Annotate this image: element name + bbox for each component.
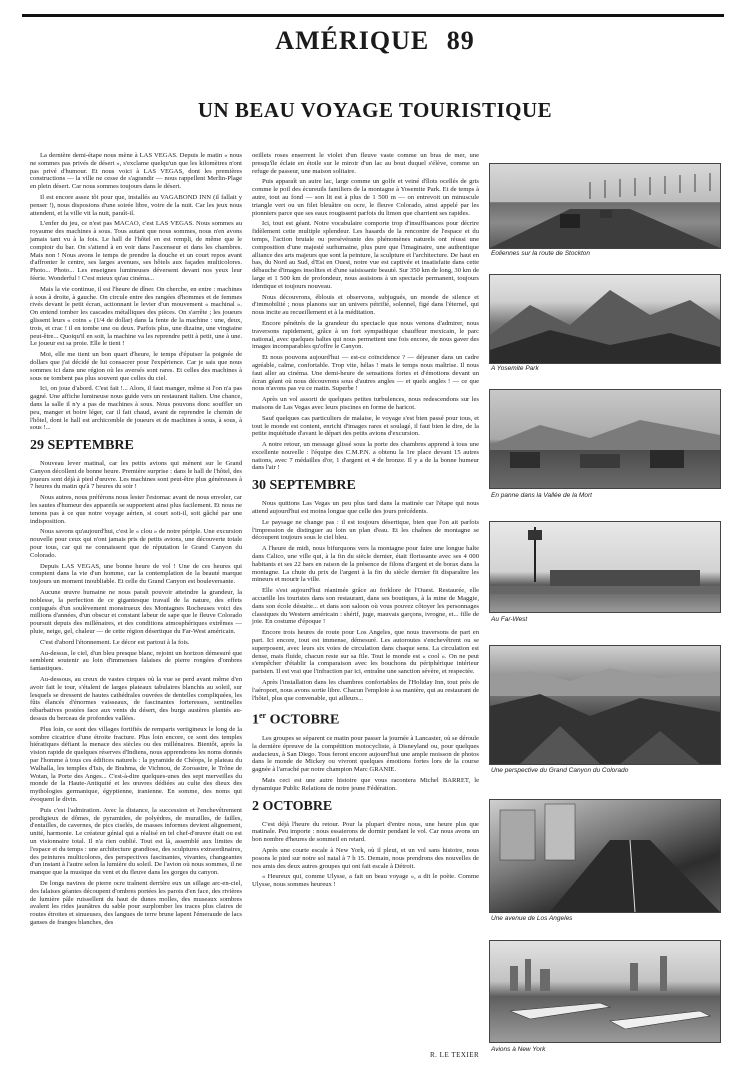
- paragraph: Les groupes se séparent ce matin pour passer la journée à Lancaster, où se déroule la dernière épreuve de la compétition motocycliste, à Disneyland ou, pour quelques audacieux, à San Diego. Tous feront encore aujourd'hui une ample moisson de photos dans le monde de Mickey ou vivront quelques émotions fortes lors de la course gagnée à l'arraché par notre champion Marc GRANIE.: [252, 735, 479, 774]
- paragraph: Puis apparaît un autre lac, large comme un golfe et veiné d'îlots ocellés de gris comme le poil des écureuils familiers de la montagne à Yosemite Park. Et de temps à autre, tout au fond — son lit est à plus de 1 500 m — on entrevoit un minuscule triangle vert ou un filet bleuâtre ou ocre, le fleuve Colorado, ainsi appelé par les pionniers parce que ses eaux rougissent parfois du limon que charrient ses rapides.: [252, 178, 479, 217]
- article-headline: UN BEAU VOYAGE TOURISTIQUE: [197, 98, 553, 122]
- photo-los-angeles-avenue: [489, 799, 721, 913]
- photo-death-valley: [489, 389, 721, 489]
- paragraph: Le paysage ne change pas : il est toujours désertique, bien que l'on ait parfois l'impression de distinguer au loin un plan d'eau. Et les chaînes de montagne se découpent toujours sous le ciel bleu.: [252, 518, 479, 542]
- paragraph: C'est déjà l'heure du retour. Pour la plupart d'entre nous, une heure plus que matinale. Peu importe : nous essaierons de dormir pendant le vol. Car nous avons un bon nombre d'heures de sommeil en retard.: [252, 820, 479, 844]
- page-header: [0, 26, 750, 56]
- paragraph: Au-dessous, au creux de vastes cirques où la vue se perd avant même d'en avoir fait le tour, s'étalent de larges plateaux tabulaires blanchis au soleil, sur lesquels se dressent de hautes cathédrales ouvrées de dentelles compliquées, les fûts élancés d'énormes vaisseaux, de fascinantes forteresses, sentinelles rébarbatives postées face aux vents du désert, des burgs austères plantés au-dessus du berceau de profondes vallées.: [30, 676, 242, 722]
- photo-caption: Au Far-West: [491, 616, 528, 623]
- photo-yosemite-park: [489, 274, 721, 364]
- photo-caption: En panne dans la Vallée de la Mort: [491, 492, 592, 499]
- page-number: 89: [446, 26, 475, 55]
- section-heading-number: 1: [252, 713, 259, 729]
- section-title: AMÉRIQUE: [275, 26, 430, 55]
- photo-caption: Avions à New York: [491, 1046, 546, 1053]
- section-heading-sept-30: 30 SEPTEMBRE: [252, 478, 356, 494]
- paragraph: Après une courte escale à New York, où il pleut, et un vol sans histoire, nous posons le pied sur notre sol natal à 7 h 15. Demain, nous prendrons des nouvelles de nos amis des deux autres groupes qui ont fait escale à Détroit.: [252, 847, 479, 870]
- paragraph: Et nous pouvons aujourd'hui — est-ce coïncidence ? — déjeuner dans un cadre agréable, calme, confortable. Trop vite, hélas ! mais le temps nous maîtrise. Il nous faut aller au cinéma. Une demi-heure de sensations fortes et d'émotions devant un écran géant où nous découvrons sous d'autres angles — et quels angles ! — ce que nous n'avons pas vu ce matin. Superbe !: [252, 354, 479, 393]
- paragraph: De longs navires de pierre ocre traînent derrière eux un sillage arc-en-ciel, des falaises géantes découpent d'ombres portées les parois d'en face, des rivières de lumière pâle ruissellent du haut de dunes molles, des museaux sombres avalent les rides jaunâtres du sable pour surplomber les traces plus claires de routes étroites et sinueuses, des langues de terre brune lapent l'émeraude de lacs ganses de franges blanches, des: [30, 879, 242, 926]
- photo-caption: A Yosemite Park: [491, 365, 539, 372]
- author-signature: R. LE TEXIER: [430, 1051, 480, 1059]
- photo-caption: Une perspective du Grand Canyon du Colorado: [491, 767, 629, 774]
- section-heading-oct-1: [252, 708, 479, 729]
- article-column-2: [252, 152, 479, 892]
- photo-caption: Une avenue de Los Angeles: [491, 915, 573, 922]
- paragraph: Nous découvrons, éblouis et observons, subjugués, un monde de silence et d'immobilité ; nous planons sur un univers pétrifié, solennel, figé dans l'éternel, qui nous incite au recueillement et à la méditation.: [252, 293, 479, 317]
- paragraph: Mais la vie continue, il est l'heure de dîner. On cherche, en entre : machines à sous à droite, à gauche. On circule entre des rangées d'hommes et de femmes rivés devant le petit écran, actionnant le levier d'un mouvement « machinal ». On entend tomber les cascades métalliques des pièces. On s'arrête ; les joueurs glissent leurs « coins » (1/4 de dollar) dans la fente de la machine : une, deux, trois, et crac ! il en tombe une ou deux. Parfois plus, une dizaine, une vingtaine peut-être... Quoiqu'il en soit, la machine va les reprendre petit à petit, une à une. Le joueur est sa proie. Elle le tient !: [30, 285, 242, 348]
- section-heading-oct-2: 2 OCTOBRE: [252, 798, 333, 814]
- section-heading-sept-29: 29 SEPTEMBRE: [30, 438, 134, 454]
- paragraph: Sauf quelques cas particuliers de malaise, le voyage s'est bien passé pour tous, et tout le monde est content, enrichi d'images rares et soulagé, il faut bien le dire, de la petite inquiétude d'avant le départ des petits avions d'excursion.: [252, 414, 479, 438]
- paragraph: Au-dessus, le ciel, d'un bleu presque blanc, rejoint un horizon démesuré que semblent soutenir au loin d'immenses falaises de pierre rongées d'ombres fantastiques.: [30, 649, 242, 673]
- paragraph: Elle s'est aujourd'hui réanimée grâce au forklore de l'Ouest. Restaurée, elle accueille les touristes dans son restaurant, dans ses boutiques, à la mine de Maggie, dans son école désuète... et dans son saloon où vous pouvez côtoyer les personnages classiques du Western américain : shérif, juge, mauvais garçons, ivrogne, et... fille de joie. En costume d'époque !: [252, 587, 479, 626]
- photo-wind-turbines: [489, 163, 721, 249]
- paragraph: La dernière demi-étape nous mène à LAS VEGAS. Depuis le matin « nous ne sommes pas privés de désert », s'exclame quelqu'un que les kilomètres n'ont pas privé d'humour. Et nous voici à LAS VEGAS, dont les premières constructions — la ville ne cesse de s'agrandir — nous rappellent Merlin-Plage en plein désert. Car nous sommes toujours dans le désert.: [30, 152, 242, 191]
- paragraph: Ici, on joue d'abord. C'est fait !... Alors, il faut manger, même si l'on n'a pas gagné. Une affiche lumineuse nous guide vers un restaurant italien. Une chance, dans la salle il n'y a pas de machines à sous. Nous pouvons donc souffler un peu, manger et boire léger, car il fait chaud, avant de reprendre le chemin de l'hôtel, dont le hall est archicomble de joueurs et de machines à sous, à sous, à sous !...: [30, 385, 242, 432]
- photo-far-west: [489, 521, 721, 613]
- section-heading-text: OCTOBRE: [266, 713, 340, 729]
- photo-new-york-planes: [489, 940, 721, 1043]
- paragraph: A l'heure de midi, nous bifurquons vers la montagne pour faire une longue halte dans Calico, une ville qui, à la fin du siècle dernier, était florissante avec ses 4 000 habitants et ses 22 bars en raison de la présence de filons d'argent et de borax dans la montagne. La chute du prix de l'argent à la fin du siècle dernier fit disparaître les mineurs et mourir la ville.: [252, 545, 479, 584]
- paragraph: Aucune œuvre humaine ne nous paraît pouvoir atteindre la grandeur, la noblesse, la perfection de ce gigantesque travail de la nature, des effets conjugués d'un soulèvement monstrueux des Montagnes Rocheuses voici des millions d'années, d'un obscur et constant labeur de sape que le fleuve Colorado poursuit depuis des millénaires, et des conditions atmosphériques extrêmes — pluie, neige, gel, chaleur — de cette région désertique du Far-West américain.: [30, 589, 242, 636]
- photo-caption: Eoliennes sur la route de Stockton: [491, 250, 591, 257]
- paragraph: Encore pénétrés de la grandeur du spectacle que nous venons d'admirer, nous traversons rapidement, grâce à un fort sympathique chauffeur mexicain, le parc national, avec quelques haltes qui nous permettent une fois encore, de nous gaver des images incomparables qu'offre le Canyon.: [252, 319, 479, 351]
- paragraph: Plus loin, ce sont des villages fortifiés de remparts vertigineux le long de la sombre cicatrice d'une étroite fracture. Plus loin encore, ce sont des temples hiératiques défiant la menace des siècles ou des millénaires. Bientôt, après la vision rapide de quelques réserves d'Indiens, nous apprendrons les noms donnés par l'homme à tous ces édifices naturels : la pyramide de Chéops, le plateau du Walhalla, les temples d'Isis, de Brahma, de Vichnou, de Zoroastre, le Trône de Wotan, la Porte des Anges... C'est-à-dire quelques-unes des sept merveilles du monde de la Haute-Antiquité et les œuvres dédiées au culte des dieux des mythologies germanique, égyptienne, iranienne. En somme, des noms qui évoquent le divin.: [30, 725, 242, 803]
- paragraph: Ici, tout est géant. Notre vocabulaire comporte trop d'insuffisances pour décrire fidèlement cette multiple splendeur. Les hasards de la rencontre de l'espace et du temps, l'action brutale ou persévérante des phénomènes naturels ont réussi une composition d'une majesté surhumaine, plus pure que l'imaginaire, une authentique alliance des arts majeurs que sont la peinture, la sculpture et l'architecture. De haut en bas, du Nord au Sud, d'Est en Ouest, notre vue est captivée et insatisfaite dans cette débauche d'images insolites et d'une saisissante beauté. Sur 350 km de long, 30 km de large et 1 500 km de profondeur, nous assistons à un spectacle permanent, toujours identique et toujours nouveau.: [252, 220, 479, 290]
- paragraph: Nous autres, nous préférons nous lester l'estomac avant de nous envoler, car les sautes d'humeur des appareils se supportent ainsi plus facilement. Et nous ne tenons pas à ce que notre voyage aérien, si court soit-il, soit gâché par une indisposition.: [30, 494, 242, 525]
- paragraph: oeillets roses enserrent le violet d'un fleuve vaste comme un bras de mer, une presqu'île éclate en étoile sur le miroir d'un lac au bout duquel s'élève, comme un refuge de passeur, une maison solitaire.: [252, 152, 479, 175]
- paragraph: C'est d'abord l'étonnement. Le décor est partout à la fois.: [40, 638, 190, 646]
- paragraph: Après l'installation dans les chambres confortables de l'Holiday Inn, tout près de l'aéroport, nous avons sortie libre. Chacun l'emploie à sa manière, qui au restaurant de l'hôtel, plus que convenable, qui ailleurs...: [252, 679, 479, 702]
- paragraph: Puis c'est l'admiration. Avec la distance, la succession et l'enchevêtrement prodigieux de dômes, de pyramides, de polyèdres, de murailles, de failles, d'entailles, de cavernes, de pics ciselés, de masses informes devient alignement, unité, harmonie. Le créateur génial qui a réalisé en tel chef-d'œuvre était ou est un visionnaire total. Il n'a rien oublié. Tout est là, assemblé aux limites de l'espace et du temps : une architecture grandiose, des sculptures extraordinaires, des peintures multicolores, des perspectives fascinantes, vivantes, changeantes d'un instant à l'autre selon la lumière du soleil. De l'avion où nous sommes, il ne manque que la musique du vent et du fleuve dans les gorges du canyon.: [30, 806, 242, 877]
- paragraph: Nouveau lever matinal, car les petits avions qui mènent sur le Grand Canyon décollent de bonne heure. Première surprise : dans le hall de l'hôtel, des joueurs sont déjà à pied d'œuvre. Les machines sont peut-être plus généreuses à 7 heures du matin qu'à 7 heures du soir !: [30, 460, 242, 491]
- paragraph: L'enfer du jeu, ce n'est pas MACAO, c'est LAS VEGAS. Nous sommes au royaume des machines à sous. Tous autant que nous sommes, nous n'en avons jamais tant vu à la fois. Le hall de l'hôtel en est rempli, de même que le comptoir du bar. On s'attend à en voir dans l'ascenseur et dans les chambres. Mais non ! Nous avons le temps de prendre la douche et un court repos avant d'affronter le centre, ses larges avenues, ses hôtels aux façades multicolores. Photo... Photo... Les enseignes lumineuses déversent devant nos yeux leur féerie. Wonderful ! C'est mieux qu'au cinéma...: [30, 220, 242, 282]
- section-heading-superscript: er: [259, 711, 267, 721]
- paragraph: Après un vol assorti de quelques petites turbulences, nous redescendons sur les maisons de Las Vegas avec leurs piscines en forme de haricot.: [252, 396, 479, 411]
- photo-grand-canyon: [489, 645, 721, 765]
- paragraph: Depuis LAS VEGAS, une bonne heure de vol ! Une de ces heures qui comptent dans la vie d'un homme, car la contemplation de la beauté marque toujours un moment inoubliable. Et celle du Grand Canyon est bouleversante.: [30, 562, 242, 586]
- paragraph: Nous quittons Las Vegas un peu plus tard dans la matinée car l'étape qui nous attend aujourd'hui est moins longue que celle des jours précédents.: [252, 500, 479, 516]
- header-rule: [22, 14, 724, 17]
- article-column-1: [30, 152, 242, 930]
- paragraph: Mais ceci est une autre histoire que vous racontera Michel BARRET, le dynamique Public Relations de notre jeune Fédération.: [252, 777, 479, 792]
- paragraph: A notre retour, un message glissé sous la porte des chambres apprend à tous une excellente nouvelle : l'équipe des C.M.P.N. a obtenu la 1re place devant 15 autres nations, avec 7 médailles d'or, 1 d'argent et 4 de bronze. Il y a de la bonne humeur dans l'air !: [252, 441, 479, 472]
- paragraph: Encore trois heures de route pour Los Angeles, que nous traversons de part en part. Ici encore, tout est immense, démesuré. Les autoroutes s'enchevêtrent ou se superposent, avec leurs six voies de circulation dans chaque sens. La circulation est dense, mais fluide, chacun reste sur sa file. Tout le monde est « cool ». On ne peut s'empêcher d'établir la comparaison avec les bouchons du périphérique intérieur parisien. Il est vrai que l'infraction par ici, entraîne une sanction sévère, et respectée.: [252, 629, 479, 676]
- paragraph: Il est encore assez tôt pour que, installés au VAGABOND INN (il fallait y penser !), nous disposions d'une soirée libre, voire de la nuit. Car les jeux nous attendent, et la ville vit la nuit, paraît-il.: [30, 193, 242, 217]
- paragraph: Nous savons qu'aujourd'hui, c'est le « clou » de notre périple. Une excursion nouvelle pour ceux qui n'ont jamais pris de petits avions, une découverte totale pour tous, car qui ne connaissent que de réputation le Grand Canyon du Colorado.: [30, 528, 242, 559]
- paragraph: Moi, elle me tient un bon quart d'heure, le temps d'épuiser la poignée de dollars que j'ai décidé de lui consacrer pour l'expérience. Car je sais que nous sommes ici dans une région où les aversés sont rares. Et celles des machines à sous ne tombent pas plus souvent que celles du ciel.: [30, 351, 242, 382]
- paragraph: « Heureux qui, comme Ulysse, a fait un beau voyage », a dit le poète. Comme Ulysse, nous sommes heureux !: [252, 873, 479, 889]
